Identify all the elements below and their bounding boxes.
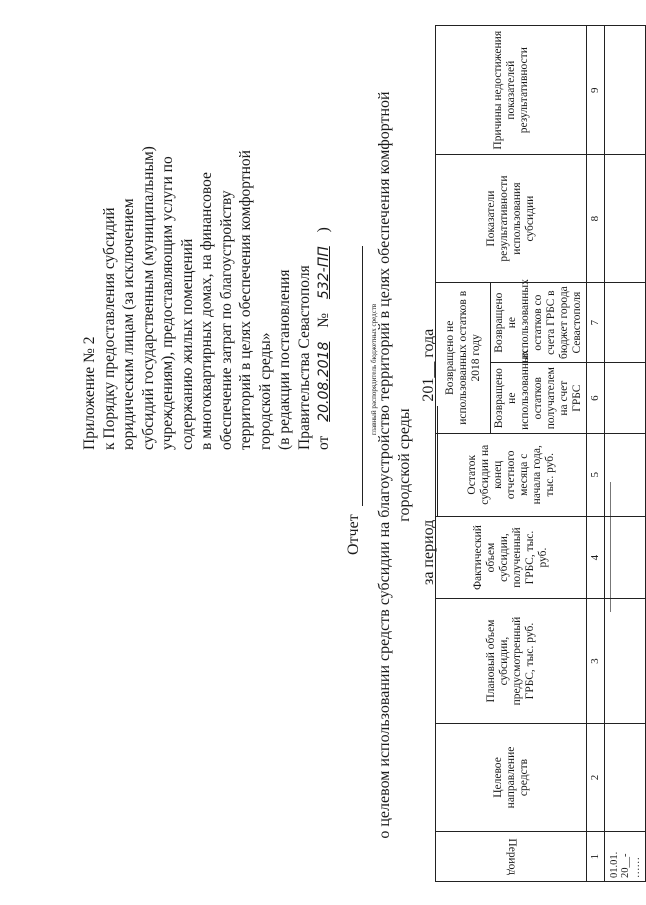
period-start: 01.01.: [608, 851, 620, 878]
appendix-line: содержанию жилых помещений: [178, 238, 196, 450]
column-number: 5: [587, 433, 605, 516]
column-number: 7: [587, 282, 605, 363]
header-balance: Остаток субсидии на конец отчетного месяца с начала года, тыс. руб.: [436, 433, 587, 516]
appendix-block: [80, 50, 335, 450]
column-number: 6: [587, 363, 605, 433]
date-prefix: от: [315, 435, 332, 450]
grbs-blank-line: [348, 246, 363, 506]
header-period-label: Период: [505, 838, 518, 875]
empty-cell: [605, 155, 646, 282]
empty-cell: [605, 363, 646, 433]
period-year-line: 20__-: [619, 853, 631, 878]
appendix-line: в многоквартирных домах, на финансовое: [198, 172, 215, 450]
column-number-row: [587, 26, 605, 882]
period-ellipsis: ……: [630, 857, 642, 878]
column-number: 4: [587, 516, 605, 599]
header-period: [436, 832, 587, 882]
period-cell-value: [605, 832, 646, 882]
header-row: [436, 26, 491, 882]
appendix-line: (в редакции постановления: [276, 269, 293, 450]
header-returned-to-budget: Возвращено не использованных остатков со счета ГРБС в бюджет города Севастополя: [491, 282, 587, 363]
header-purpose: Целевое направление средств: [436, 723, 587, 832]
header-reasons: Причины недостижения показателей результативности: [436, 26, 587, 155]
report-heading: [345, 246, 363, 555]
appendix-line: Правительства Севастополя: [295, 265, 313, 450]
column-number: 2: [587, 723, 605, 832]
empty-cell: [605, 599, 646, 723]
appendix-line: субсидий государственным (муниципальным): [139, 146, 157, 450]
handwritten-date: 20.08.2018: [316, 341, 332, 422]
header-returned-group: Возвращено не использованных остатков в 2018 году: [436, 282, 491, 433]
column-number: 9: [587, 26, 605, 155]
column-number: 8: [587, 155, 605, 282]
appendix-line: обеспечение затрат по благоустройству: [217, 190, 235, 450]
report-table: [435, 25, 646, 882]
empty-cell: [605, 26, 646, 155]
empty-cell: [605, 516, 646, 599]
closing-paren: ): [315, 227, 332, 233]
header-returned-to-grbs: Возвращено не использованных остатков получателем на счет ГРБС: [491, 363, 587, 433]
report-subject: о целевом использовании средств субсидии на благоустройство территорий в целях обеспечения комфортной городской среды: [376, 91, 413, 839]
header-actual: Фактический объем субсидии, полученный ГРБС, тыс. руб.: [436, 516, 587, 599]
empty-cell: [605, 433, 646, 516]
column-number: 3: [587, 599, 605, 723]
report-heading-text: Отчет: [345, 514, 362, 555]
number-prefix: №: [315, 312, 332, 328]
header-indicators: Показатели результативности использования субсидии: [436, 155, 587, 282]
appendix-line: городской среды»: [256, 332, 274, 450]
appendix-line: к Порядку предоставления субсидий: [100, 207, 118, 450]
grbs-caption: главный распорядитель бюджетных средств: [370, 303, 378, 435]
appendix-line: территорий в целях обеспечения комфортной: [237, 150, 254, 450]
appendix-line: Приложение № 2: [81, 336, 98, 450]
resolution-date-line: [314, 50, 335, 450]
period-prefix: за период: [420, 519, 437, 585]
empty-cell: [605, 282, 646, 363]
appendix-line: учреждениям), предоставляющим услуги по: [159, 156, 176, 450]
appendix-line: юридическим лицам (за исключением: [120, 198, 137, 450]
header-planned: Плановый объем субсидии, предусмотренный ГРБС, тыс. руб.: [436, 599, 587, 723]
table-row: [605, 26, 646, 882]
column-number: 1: [587, 832, 605, 882]
period-year: 201__ года: [420, 328, 437, 402]
empty-cell: [605, 723, 646, 832]
handwritten-number: 532-ПП: [316, 246, 332, 300]
